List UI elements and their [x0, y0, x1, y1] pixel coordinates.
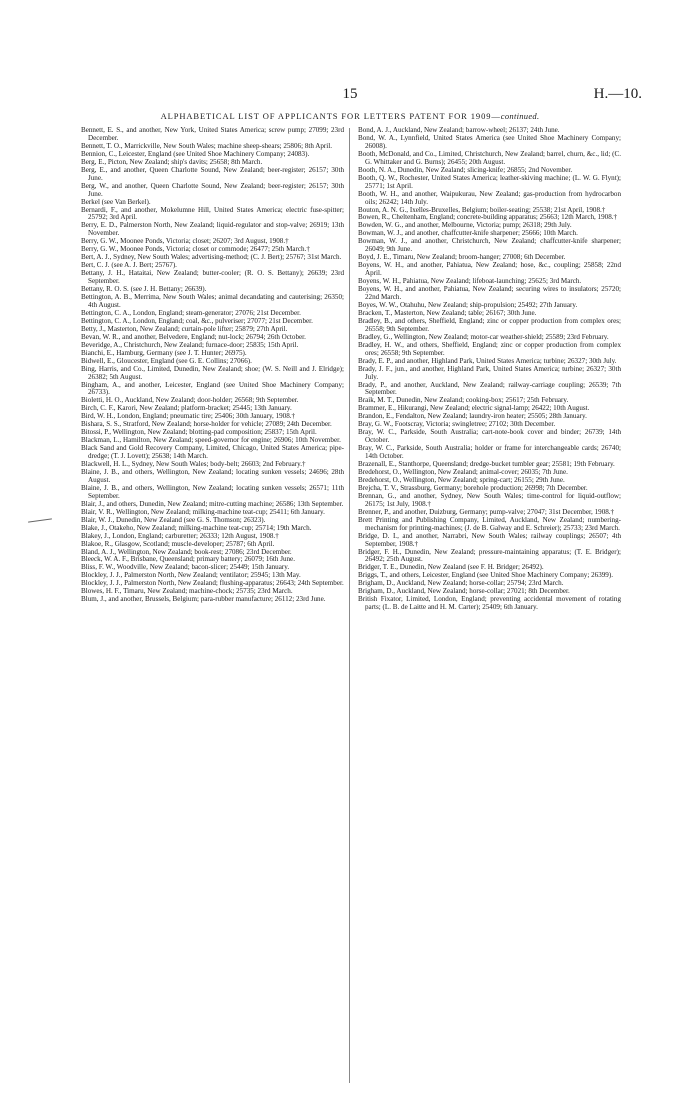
applicant-entry: Booth, Q. W., Rochester, United States America; leather-skiving machine; (L. W. G. Flynt); 25771; 1st April. [358, 173, 621, 190]
applicant-entry: Bioletti, H. O., Auckland, New Zealand; door-holder; 26568; 9th September. [81, 396, 299, 405]
applicant-entry: Boyes, W. W., Otahuhu, New Zealand; ship-propulsion; 25492; 27th January. [358, 300, 578, 309]
applicant-entry: Bredehorst, O., Wellington, New Zealand; animal-cover; 26035; 7th June. [358, 467, 568, 476]
applicant-entry: Blockley, J. J., Palmerston North, New Zealand; flushing-apparatus; 26643; 24th September. [81, 579, 344, 588]
applicant-entry: Booth, W. H., and another, Waipukurau, New Zealand; gas-production from hydrocarbon oils; 26242; 14th July. [358, 189, 621, 206]
applicant-entry: Bert, A. J., Sydney, New South Wales; advertising-method; (C. J. Bert); 25767; 31st March. [81, 253, 342, 262]
page-title [0, 111, 700, 121]
title-main: ALPHABETICAL LIST OF APPLICANTS FOR LETTERS PATENT FOR 1909— [160, 111, 501, 121]
applicant-entry: Bowman, W. J., and another, chaffcutter-knife sharpener; 25666; 10th March. [358, 229, 578, 238]
applicant-entry: Betty, J., Masterton, New Zealand; curtain-pole lifter; 25879; 27th April. [81, 324, 288, 333]
applicant-entry: Berg, W., and another, Queen Charlotte Sound, New Zealand; beer-register; 26157; 30th June. [81, 181, 344, 198]
applicant-entry: Bettany, R. O. S. (see J. H. Bettany; 26639). [81, 285, 207, 294]
applicant-entry: Bond, A. J., Auckland, New Zealand; barrow-wheel; 26137; 24th June. [358, 127, 560, 134]
margin-pencil-mark [28, 518, 52, 522]
applicant-entry: Blakey, J., London, England; carburetter; 26333; 12th August, 1908.† [81, 531, 279, 540]
applicant-entry: Bradley, G., Wellington, New Zealand; motor-car weather-shield; 25589; 23rd February. [358, 332, 609, 341]
applicant-entry: Bennion, C., Leicester, England (see United Shoe Machinery Company; 24083). [81, 149, 310, 158]
applicant-entry: Bray, W. C., Parkside, South Australia; holder or frame for interchangeable cards; 26740; 14th October. [358, 444, 621, 461]
applicant-entry: Bevan, W. R., and another, Belvedere, England; nut-lock; 26794; 26th October. [81, 332, 306, 341]
applicant-entry: Boyd, J. E., Timaru, New Zealand; broom-hanger; 27008; 6th December. [358, 253, 566, 262]
title-continued: continued. [500, 111, 540, 121]
applicant-entry: Bishara, S. S., Stratford, New Zealand; horse-holder for vehicle; 27089; 24th December. [81, 420, 332, 429]
applicant-entry: Berry, G. W., Moonee Ponds, Victoria; closet or commode; 26477; 25th March.† [81, 245, 310, 254]
applicant-entry: Bennett, E. S., and another, New York, United States America; screw pump; 27099; 23rd December. [81, 127, 344, 142]
applicant-entry: Bidwell, E., Gloucester, England (see G. E. Collins; 27066). [81, 356, 252, 365]
columns [81, 127, 621, 1091]
applicant-entry: Bliss, F. W., Woodville, New Zealand; bacon-slicer; 25449; 15th January. [81, 563, 290, 572]
applicant-entry: Blake, J., Otakeho, New Zealand; milking-machine teat-cup; 25714; 19th March. [81, 523, 312, 532]
applicant-entry: Brigham, D., Auckland, New Zealand; horse-collar; 27021; 8th December. [358, 587, 570, 596]
right-column [358, 127, 621, 1091]
applicant-entry: Bennett, T. O., Marrickville, New South Wales; machine sheep-shears; 25806; 8th April. [81, 141, 333, 150]
applicant-entry: Berg, E., and another, Queen Charlotte Sound, New Zealand; beer-register; 26157; 30th June. [81, 165, 344, 182]
page-number: 15 [342, 86, 358, 102]
applicant-entry: Birch, C. F., Karori, New Zealand; platform-bracket; 25445; 13th January. [81, 404, 292, 413]
applicant-entry: Bredehorst, O., Wellington, New Zealand; spring-cart; 26155; 29th June. [358, 475, 565, 484]
applicant-entry: Bianchi, E., Hamburg, Germany (see J. T. Hunter; 26975). [81, 348, 247, 357]
applicant-entry: Brandon, E., Fendalton, New Zealand; laundry-iron heater; 25505; 28th January. [358, 412, 587, 421]
applicant-entry: Blackman, L., Hamilton, New Zealand; speed-governor for engine; 26906; 10th November. [81, 436, 341, 445]
applicant-entry: Bettington, C. A., London, England; steam-generator; 27076; 21st December. [81, 308, 301, 317]
applicant-entry: Bowman, W. J., and another, Christchurch, New Zealand; chaffcutter-knife sharpener; 26049; 9th June. [358, 237, 621, 254]
applicant-entry: Bettington, A. B., Merrima, New South Wales; animal decandating and cauterising; 26350; 4th August. [81, 293, 344, 309]
applicant-entry: Brennan, G., and another, Sydney, New South Wales; time-control for liquid-outflow; 26175; 1st July, 1908.† [358, 491, 621, 508]
applicant-entry: Bernardi, F., and another, Mokelumne Hill, United States America; electric fuse-spitter; 25792; 3rd April. [81, 205, 344, 222]
applicant-entry: Blair, W. J., Dunedin, New Zealand (see G. S. Thomson; 26323). [81, 515, 266, 524]
applicant-entry: Berry, E. D., Palmerston North, New Zealand; liquid-regulator and stop-valve; 26919; 13th November. [81, 221, 344, 238]
applicant-entry: Brady, J. F., jun., and another, Highland Park, United States America; turbine; 26327; 30th July. [358, 364, 621, 381]
applicant-entry: Bland, A. J., Wellington, New Zealand; book-rest; 27086; 23rd December. [81, 547, 292, 556]
applicant-entry: Bouton, A. N. G., Ixelles-Bruxelles, Belgium; boiler-seating; 25538; 21st April, 1908.† [358, 205, 606, 214]
applicant-entry: Bingham, A., and another, Leicester, England (see United Shoe Machinery Company; 26733). [81, 380, 344, 397]
applicant-entry: Bridger, F. H., Dunedin, New Zealand; pressure-maintaining apparatus; (T. E. Bridger); 26492; 25th August. [358, 547, 621, 564]
applicant-entry: Blackwell, H. L., Sydney, New South Wales; body-belt; 26603; 2nd February.† [81, 460, 306, 469]
applicant-entry: Brazenall, E., Stanthorpe, Queensland; dredge-bucket tumbler gear; 25581; 19th February. [358, 460, 615, 469]
applicant-entry: Boyens, W. H., and another, Pahiatua, New Zealand; securing wires to insulators; 25720; 22nd March. [358, 285, 621, 302]
applicant-entry: Brady, P., and another, Auckland, New Zealand; railway-carriage coupling; 26539; 7th September. [358, 380, 621, 397]
applicant-entry: Blockley, J. J., Palmerston North, New Zealand; ventilator; 25945; 13th May. [81, 571, 301, 580]
applicant-entry: Bracken, T., Masterton, New Zealand; table; 26167; 30th June. [358, 308, 537, 317]
applicant-entry: Blaine, J. B., and others, Wellington, New Zealand; locating sunken vessels; 26571; 11th September. [81, 483, 344, 500]
applicant-entry: Blair, J., and others, Dunedin, New Zealand; mitre-cutting machine; 26586; 13th September. [81, 499, 344, 508]
applicant-entry: Blair, V. R., Wellington, New Zealand; milking-machine teat-cup; 25411; 6th January. [81, 507, 325, 516]
applicant-entry: Brady, E. P., and another, Highland Park, United States America; turbine; 26327; 30th July. [358, 356, 617, 365]
applicant-entry: Blowes, H. F., Timaru, New Zealand; machine-chock; 25735; 23rd March. [81, 587, 293, 596]
applicant-entry: Berkel (see Van Berkel). [81, 197, 151, 206]
applicant-entry: Bing, Harris, and Co., Limited, Dunedin, New Zealand; shoe; (W. S. Neill and J. Elridge); 26382; 5th August. [81, 364, 344, 381]
applicant-entry: Blaine, J. B., and others, Wellington, New Zealand; locating sunken vessels; 24696; 28th August. [81, 467, 344, 484]
applicant-entry: Berg, E., Picton, New Zealand; ship's davits; 25658; 8th March. [81, 157, 263, 166]
applicant-entry: Brejcha, T. V., Strassburg, Germany; borehole production; 26998; 7th December. [358, 483, 588, 492]
applicant-entry: Bradley, B., and others, Sheffield, England; zinc or copper production from complex ores; 26558; 9th September. [358, 316, 621, 333]
applicant-entry: Bray, G. W., Footscray, Victoria; swingletree; 27102; 30th December. [358, 420, 556, 429]
applicant-entry: Braik, M. T., Dunedin, New Zealand; cooking-box; 25617; 25th February. [358, 396, 569, 405]
applicant-entry: Bradley, H. W., and others, Sheffield, England; zinc or copper production from complex ores; 26558; 9th September. [358, 340, 621, 357]
applicant-entry: British Fixator, Limited, London, England; preventing accidental movement of rotating parts; (L. B. de Laitte and H. M. Carter); 25409; 6th January. [358, 595, 621, 612]
applicant-entry: Brammer, E., Hikurangi, New Zealand; electric signal-lamp; 26422; 10th August. [358, 404, 590, 413]
applicant-entry: Boyens, W. H., and another, Pahiatua, New Zealand; hose, &c., coupling; 25858; 22nd April. [358, 261, 621, 278]
applicant-entry: Brenner, P., and another, Duizburg, Germany; pump-valve; 27047; 31st December, 1908.† [358, 507, 615, 516]
document-reference: H.—10. [593, 86, 642, 102]
applicant-entry: Briggs, T., and others, Leicester, England (see United Shoe Machinery Company; 26399). [358, 571, 613, 580]
applicant-entry: Black Sand and Gold Recovery Company, Limited, Chicago, United States America; pipe-dredge; (T. J. Lovett); 25638; 14th March. [81, 444, 344, 461]
applicant-entry: Bowden, W. G., and another, Melbourne, Victoria; pump; 26318; 29th July. [358, 221, 572, 230]
applicant-entry: Bleeck, W. A. F., Brisbane, Queensland; primary battery; 26079; 16th June. [81, 555, 295, 564]
applicant-entry: Bettington, C. A., London, England; coal, &c., pulveriser; 27077; 21st December. [81, 316, 313, 325]
applicant-entry: Blakoe, R., Glasgow, Scotland; muscle-developer; 25787; 6th April. [81, 539, 275, 548]
applicant-entry: Boyens, W. H., Pahiatua, New Zealand; lifeboat-launching; 25625; 3rd March. [358, 277, 582, 286]
applicant-entry: Bert, C. J. (see A. J. Bert; 25767). [81, 261, 177, 270]
applicant-entry: Booth, McDonald, and Co., Limited, Christchurch, New Zealand; barrel, churn, &c., lid; (C. G. Whittaker and G. Burns); 26455; 20th August. [358, 149, 621, 166]
applicant-entry: Bitossi, P., Wellington, New Zealand; blotting-pad composition; 25837; 15th April. [81, 428, 317, 437]
applicant-entry: Blum, J., and another, Brussels, Belgium; para-rubber manufacture; 26112; 23rd June. [81, 595, 326, 604]
applicant-entry: Bird, W. H., London, England; pneumatic tire; 25406; 30th January, 1908.† [81, 412, 296, 421]
applicant-entry: Bridge, D. I., and another, Narrabri, New South Wales; railway couplings; 26507; 4th September, 1908.† [358, 531, 621, 548]
applicant-entry: Bridger, T. E., Dunedin, New Zealand (see F. H. Bridger; 26492). [358, 563, 544, 572]
applicant-entry: Brigham, D., Auckland, New Zealand; horse-collar; 25794; 23rd March. [358, 579, 564, 588]
left-column [81, 127, 344, 1091]
applicant-entry: Beveridge, A., Christchurch, New Zealand; furnace-door; 25835; 15th April. [81, 340, 299, 349]
applicant-entry: Brett Printing and Publishing Company, Limited, Auckland, New Zealand; numbering-mechanism for printing-machines; (J. de B. Galway and E. Schreier); 25733; 23rd March. [358, 515, 621, 532]
applicant-entry: Bray, W. C., Parkside, South Australia; cart-note-book cover and binder; 26739; 14th October. [358, 428, 621, 445]
applicant-entry: Berry, G. W., Moonee Ponds, Victoria; closet; 26207; 3rd August, 1908.† [81, 237, 289, 246]
applicant-entry: Bond, W. A., Lynnfield, United States America (see United Shoe Machinery Company; 26008). [358, 133, 621, 150]
applicant-entry: Booth, N. A., Dunedin, New Zealand; slicing-knife; 26855; 2nd November. [358, 165, 573, 174]
applicant-entry: Bettany, J. H., Hataitai, New Zealand; butter-cooler; (R. O. S. Bettany); 26639; 23rd September. [81, 269, 344, 286]
applicant-entry: Bowen, R., Cheltenham, England; concrete-building apparatus; 25663; 12th March, 1908.† [358, 213, 618, 222]
